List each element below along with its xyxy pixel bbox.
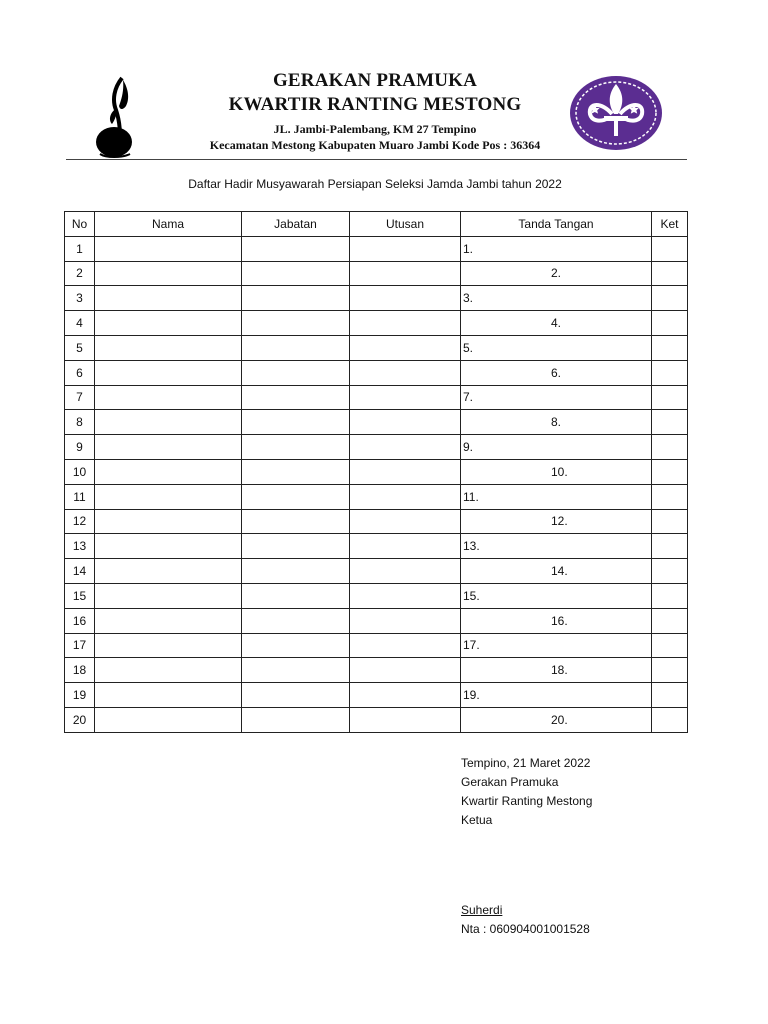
utusan-cell xyxy=(350,534,461,559)
ket-cell xyxy=(652,360,688,385)
nama-cell xyxy=(95,484,242,509)
jabatan-cell xyxy=(242,707,350,732)
tanda-tangan-cell xyxy=(461,261,652,286)
table-row xyxy=(65,534,688,559)
row-number: 16 xyxy=(65,608,95,633)
nama-cell xyxy=(95,459,242,484)
nama-cell xyxy=(95,707,242,732)
row-number: 9 xyxy=(65,435,95,460)
tanda-tangan-cell xyxy=(461,534,652,559)
ket-cell xyxy=(652,683,688,708)
ket-cell xyxy=(652,286,688,311)
ket-cell xyxy=(652,385,688,410)
ket-cell xyxy=(652,583,688,608)
signer-role: Ketua xyxy=(461,813,493,827)
tanda-tangan-cell xyxy=(461,633,652,658)
table-row xyxy=(65,608,688,633)
nama-cell xyxy=(95,583,242,608)
nama-cell xyxy=(95,435,242,460)
jabatan-cell xyxy=(242,608,350,633)
jabatan-cell xyxy=(242,410,350,435)
signer-name: Suherdi xyxy=(461,903,503,917)
signer-nta: Nta : 060904001001528 xyxy=(461,922,590,936)
nama-cell xyxy=(95,335,242,360)
nama-cell xyxy=(95,286,242,311)
jabatan-cell xyxy=(242,435,350,460)
utusan-cell xyxy=(350,435,461,460)
signature-number: 1. xyxy=(463,241,474,256)
jabatan-cell xyxy=(242,335,350,360)
tanda-tangan-cell xyxy=(461,583,652,608)
tanda-tangan-cell xyxy=(461,683,652,708)
utusan-cell xyxy=(350,311,461,336)
row-number: 12 xyxy=(65,509,95,534)
nama-cell xyxy=(95,683,242,708)
jabatan-cell xyxy=(242,534,350,559)
table-row xyxy=(65,261,688,286)
header-utusan: Utusan xyxy=(350,212,461,237)
row-number: 19 xyxy=(65,683,95,708)
tanda-tangan-cell xyxy=(461,385,652,410)
tanda-tangan-cell xyxy=(461,608,652,633)
tanda-tangan-cell xyxy=(461,236,652,261)
table-row xyxy=(65,286,688,311)
row-number: 20 xyxy=(65,707,95,732)
jabatan-cell xyxy=(242,658,350,683)
signature-number: 10. xyxy=(551,464,568,479)
table-row xyxy=(65,658,688,683)
jabatan-cell xyxy=(242,286,350,311)
row-number: 18 xyxy=(65,658,95,683)
jabatan-cell xyxy=(242,683,350,708)
row-number: 2 xyxy=(65,261,95,286)
signer-org2: Kwartir Ranting Mestong xyxy=(461,794,593,808)
ket-cell xyxy=(652,658,688,683)
row-number: 13 xyxy=(65,534,95,559)
tanda-tangan-cell xyxy=(461,509,652,534)
signature-number: 12. xyxy=(551,514,568,529)
jabatan-cell xyxy=(242,509,350,534)
tanda-tangan-cell xyxy=(461,559,652,584)
nama-cell xyxy=(95,658,242,683)
row-number: 10 xyxy=(65,459,95,484)
tanda-tangan-cell xyxy=(461,459,652,484)
table-row xyxy=(65,559,688,584)
world-scout-emblem-icon xyxy=(568,74,664,152)
table-row xyxy=(65,633,688,658)
nama-cell xyxy=(95,509,242,534)
row-number: 15 xyxy=(65,583,95,608)
ket-cell xyxy=(652,261,688,286)
tanda-tangan-cell xyxy=(461,286,652,311)
signer-org1: Gerakan Pramuka xyxy=(461,775,559,789)
header-no: No xyxy=(65,212,95,237)
table-row xyxy=(65,335,688,360)
table-header-row xyxy=(65,212,688,237)
signature-number: 14. xyxy=(551,564,568,579)
utusan-cell xyxy=(350,658,461,683)
signature-number: 6. xyxy=(551,365,562,380)
table-row xyxy=(65,410,688,435)
utusan-cell xyxy=(350,286,461,311)
signature-number: 8. xyxy=(551,415,562,430)
signature-number: 5. xyxy=(463,340,474,355)
signature-number: 19. xyxy=(463,688,480,703)
jabatan-cell xyxy=(242,459,350,484)
table-row xyxy=(65,707,688,732)
tanda-tangan-cell xyxy=(461,484,652,509)
signature-number: 3. xyxy=(463,291,474,306)
signature-number: 2. xyxy=(551,266,562,281)
signature-number: 18. xyxy=(551,663,568,678)
jabatan-cell xyxy=(242,261,350,286)
jabatan-cell xyxy=(242,360,350,385)
nama-cell xyxy=(95,385,242,410)
tanda-tangan-cell xyxy=(461,335,652,360)
jabatan-cell xyxy=(242,633,350,658)
jabatan-cell xyxy=(242,484,350,509)
org-district: Kecamatan Mestong Kabupaten Muaro Jambi Kode Pos : 36364 xyxy=(209,138,541,152)
signature-number: 17. xyxy=(463,638,480,653)
jabatan-cell xyxy=(242,311,350,336)
row-number: 5 xyxy=(65,335,95,360)
utusan-cell xyxy=(350,484,461,509)
nama-cell xyxy=(95,261,242,286)
utusan-cell xyxy=(350,707,461,732)
ket-cell xyxy=(652,410,688,435)
table-row xyxy=(65,509,688,534)
table-row xyxy=(65,385,688,410)
tanda-tangan-cell xyxy=(461,435,652,460)
utusan-cell xyxy=(350,683,461,708)
nama-cell xyxy=(95,410,242,435)
utusan-cell xyxy=(350,608,461,633)
nama-cell xyxy=(95,608,242,633)
ket-cell xyxy=(652,435,688,460)
utusan-cell xyxy=(350,360,461,385)
row-number: 4 xyxy=(65,311,95,336)
signature-number: 13. xyxy=(463,539,480,554)
table-row xyxy=(65,484,688,509)
nama-cell xyxy=(95,311,242,336)
jabatan-cell xyxy=(242,385,350,410)
table-row xyxy=(65,236,688,261)
signature-number: 7. xyxy=(463,390,474,405)
row-number: 11 xyxy=(65,484,95,509)
signature-block xyxy=(461,754,592,830)
ket-cell xyxy=(652,236,688,261)
tanda-tangan-cell xyxy=(461,410,652,435)
jabatan-cell xyxy=(242,559,350,584)
utusan-cell xyxy=(350,633,461,658)
tanda-tangan-cell xyxy=(461,311,652,336)
table-row xyxy=(65,435,688,460)
utusan-cell xyxy=(350,509,461,534)
nama-cell xyxy=(95,534,242,559)
attendance-table xyxy=(64,211,688,733)
ket-cell xyxy=(652,311,688,336)
row-number: 14 xyxy=(65,559,95,584)
signature-number: 4. xyxy=(551,316,562,331)
org-name-line1: GERAKAN PRAMUKA xyxy=(272,70,478,91)
table-row xyxy=(65,360,688,385)
tunas-kelapa-logo-icon xyxy=(92,76,140,160)
place-date: Tempino, 21 Maret 2022 xyxy=(461,756,591,770)
table-row xyxy=(65,311,688,336)
row-number: 1 xyxy=(65,236,95,261)
letterhead-divider xyxy=(66,159,687,160)
tanda-tangan-cell xyxy=(461,707,652,732)
ket-cell xyxy=(652,335,688,360)
header-tanda-tangan: Tanda Tangan xyxy=(461,212,652,237)
row-number: 7 xyxy=(65,385,95,410)
nama-cell xyxy=(95,633,242,658)
row-number: 3 xyxy=(65,286,95,311)
utusan-cell xyxy=(350,385,461,410)
nama-cell xyxy=(95,236,242,261)
table-row xyxy=(65,683,688,708)
ket-cell xyxy=(652,559,688,584)
nama-cell xyxy=(95,559,242,584)
ket-cell xyxy=(652,459,688,484)
nama-cell xyxy=(95,360,242,385)
signature-number: 11. xyxy=(463,489,479,504)
jabatan-cell xyxy=(242,236,350,261)
ket-cell xyxy=(652,509,688,534)
utusan-cell xyxy=(350,459,461,484)
jabatan-cell xyxy=(242,583,350,608)
org-name-line2: KWARTIR RANTING MESTONG xyxy=(228,94,522,115)
tanda-tangan-cell xyxy=(461,658,652,683)
org-address: JL. Jambi-Palembang, KM 27 Tempino xyxy=(273,122,477,136)
row-number: 8 xyxy=(65,410,95,435)
ket-cell xyxy=(652,707,688,732)
header-nama: Nama xyxy=(95,212,242,237)
utusan-cell xyxy=(350,559,461,584)
utusan-cell xyxy=(350,583,461,608)
row-number: 6 xyxy=(65,360,95,385)
signature-number: 20. xyxy=(551,712,568,727)
signature-number: 9. xyxy=(463,440,474,455)
signature-number: 16. xyxy=(551,613,568,628)
utusan-cell xyxy=(350,236,461,261)
ket-cell xyxy=(652,534,688,559)
tanda-tangan-cell xyxy=(461,360,652,385)
header-ket: Ket xyxy=(652,212,688,237)
ket-cell xyxy=(652,633,688,658)
table-row xyxy=(65,459,688,484)
utusan-cell xyxy=(350,410,461,435)
ket-cell xyxy=(652,608,688,633)
header-jabatan: Jabatan xyxy=(242,212,350,237)
document-title: Daftar Hadir Musyawarah Persiapan Seleksi Jamda Jambi tahun 2022 xyxy=(188,177,562,191)
ket-cell xyxy=(652,484,688,509)
utusan-cell xyxy=(350,261,461,286)
table-row xyxy=(65,583,688,608)
row-number: 17 xyxy=(65,633,95,658)
utusan-cell xyxy=(350,335,461,360)
signature-number: 15. xyxy=(463,588,480,603)
